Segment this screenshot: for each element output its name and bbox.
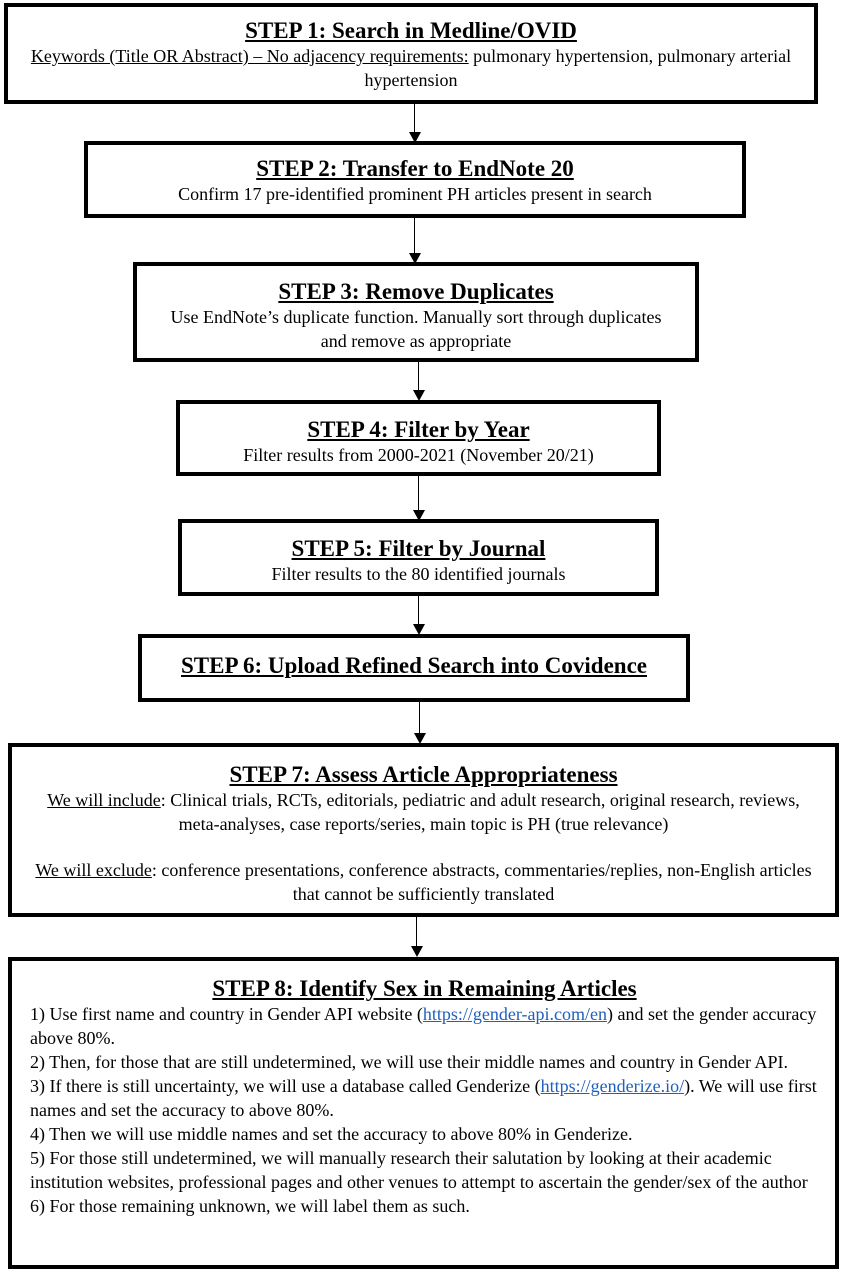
step-8-title: STEP 8: Identify Sex in Remaining Articles bbox=[212, 976, 637, 1001]
step-3-title: STEP 3: Remove Duplicates bbox=[278, 279, 554, 304]
step-8-list bbox=[30, 1002, 819, 1218]
step-2-text: Confirm 17 pre-identified prominent PH articles present in search bbox=[178, 184, 652, 204]
step-4-box bbox=[176, 400, 661, 476]
step-8-item-6: 6) For those remaining unknown, we will label them as such. bbox=[30, 1196, 470, 1216]
step-5-title: STEP 5: Filter by Journal bbox=[291, 536, 546, 561]
step-8-item-3: 3) If there is still uncertainty, we will use a database called Genderize (https://genderize.io/). We will use first names and set the accuracy to above 80%. bbox=[30, 1076, 817, 1120]
step-6-box bbox=[138, 634, 690, 702]
step-5-box bbox=[178, 519, 659, 596]
step-8-box bbox=[8, 957, 839, 1269]
exclude-text: : conference presentations, conference abstracts, commentaries/replies, non-English articles that cannot be sufficiently translated bbox=[151, 860, 812, 904]
genderize-link[interactable]: https://genderize.io/ bbox=[540, 1076, 685, 1096]
step-4-text: Filter results from 2000-2021 (November 20/21) bbox=[243, 445, 594, 465]
step-4-title: STEP 4: Filter by Year bbox=[307, 417, 530, 442]
exclude-label: We will exclude bbox=[35, 860, 152, 880]
step-3-text: Use EndNote’s duplicate function. Manually sort through duplicates and remove as appropriate bbox=[170, 307, 662, 351]
step-2-box bbox=[84, 141, 746, 218]
step-8-item-5: 5) For those still undetermined, we will manually research their salutation by looking at their academic institution websites, professional pages and other venues to attempt to ascertain the gender/sex of the author bbox=[30, 1148, 808, 1192]
step-7-box bbox=[8, 743, 839, 917]
step-2-title: STEP 2: Transfer to EndNote 20 bbox=[256, 156, 574, 181]
include-text: : Clinical trials, RCTs, editorials, pediatric and adult research, original research, reviews, meta-analyses, case reports/series, main topic is PH (true relevance) bbox=[160, 790, 800, 834]
step-3-box bbox=[133, 262, 699, 362]
include-label: We will include bbox=[47, 790, 161, 810]
step-8-item-2: 2) Then, for those that are still undetermined, we will use their middle names and country in Gender API. bbox=[30, 1052, 788, 1072]
step-1-box bbox=[4, 3, 818, 104]
step-7-include bbox=[32, 788, 815, 836]
step-8-item-1: 1) Use first name and country in Gender API website (https://gender-api.com/en) and set the gender accuracy above 80%. bbox=[30, 1004, 817, 1048]
step-7-exclude bbox=[32, 858, 815, 906]
step-8-item-4: 4) Then we will use middle names and set the accuracy to above 80% in Genderize. bbox=[30, 1124, 633, 1144]
step-1-text bbox=[22, 44, 800, 92]
step-1-title: STEP 1: Search in Medline/OVID bbox=[245, 18, 577, 43]
step-1-keyword-text: pulmonary hypertension, pulmonary arterial hypertension bbox=[364, 46, 792, 90]
step-1-keyword-label: Keywords (Title OR Abstract) – No adjacency requirements: bbox=[30, 46, 469, 66]
step-5-text: Filter results to the 80 identified journals bbox=[271, 564, 566, 584]
step-6-title: STEP 6: Upload Refined Search into Covidence bbox=[181, 653, 647, 678]
gender-api-link[interactable]: https://gender-api.com/en bbox=[422, 1004, 607, 1024]
step-7-title: STEP 7: Assess Article Appropriateness bbox=[229, 762, 618, 787]
